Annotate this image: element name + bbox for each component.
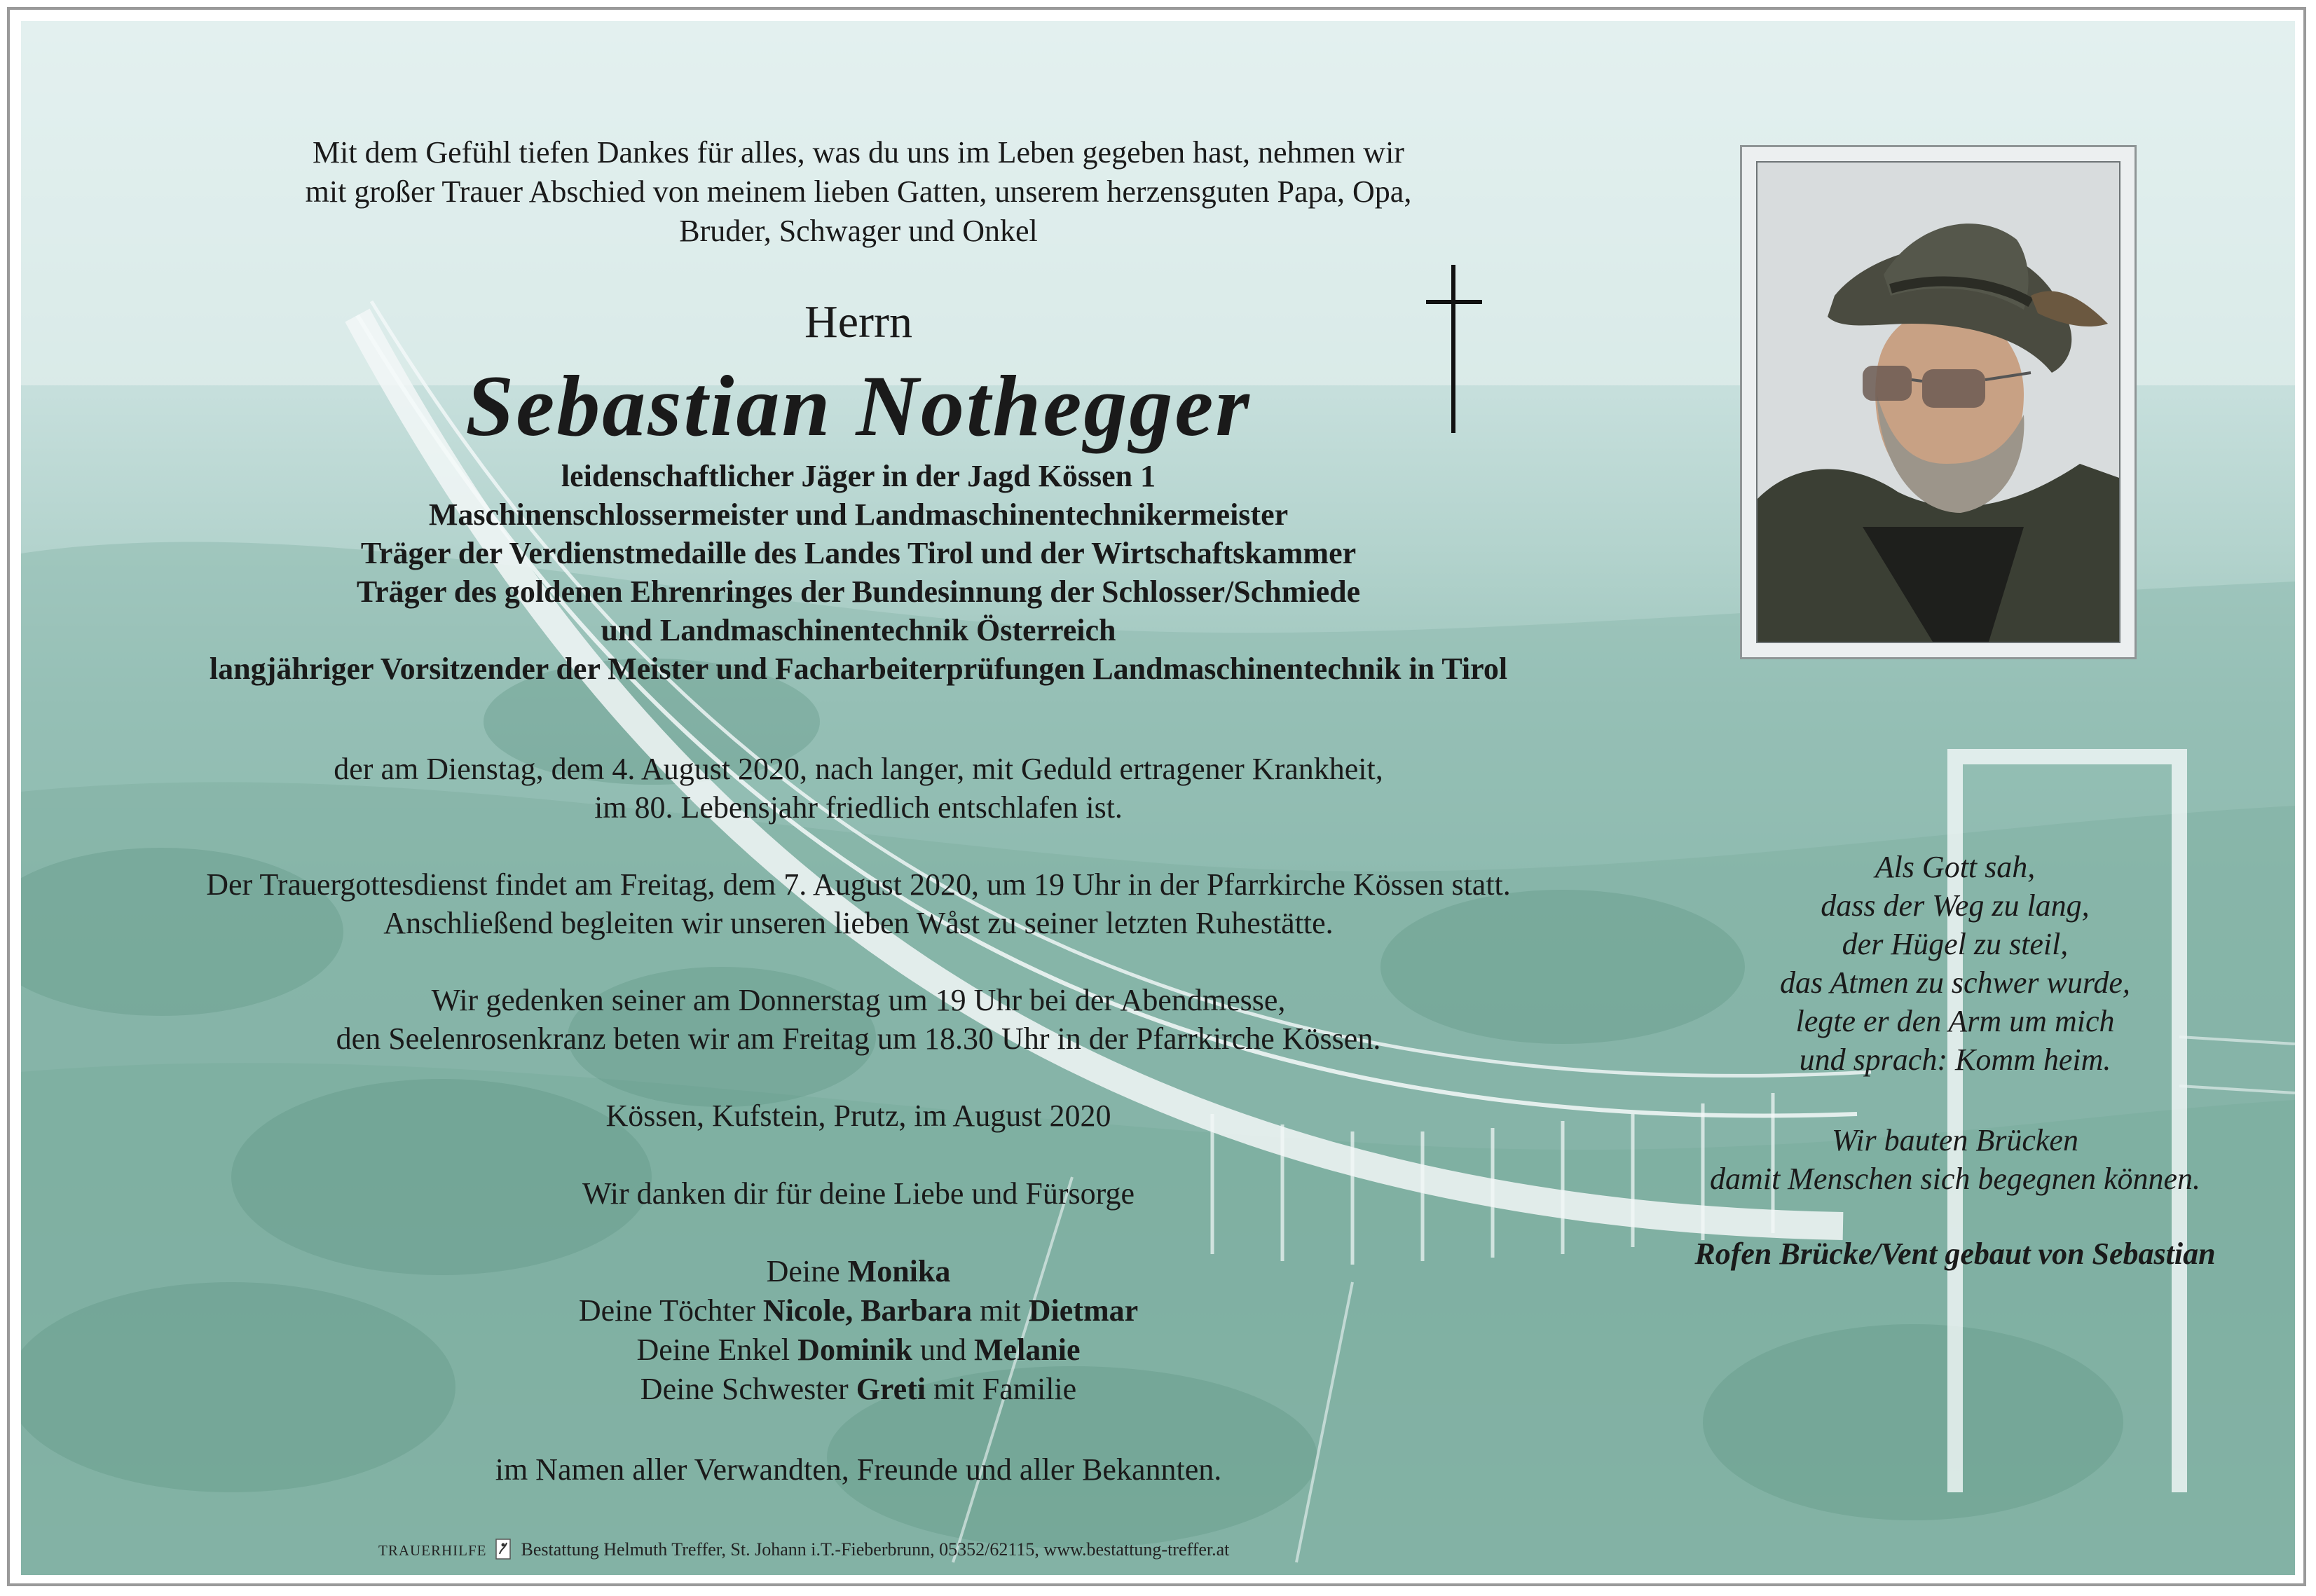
deceased-name: Sebastian Nothegger [465,358,1252,454]
poem-line: der Hügel zu steil, [1842,927,2069,961]
poem-line: das Atmen zu schwer wurde, [1780,965,2130,1000]
death-notice [70,750,1647,827]
poem-line: und sprach: Komm heim. [1799,1043,2111,1077]
remembrance-mass [70,981,1647,1058]
cross-icon [1426,265,1482,433]
death-line-1: der am Dienstag, dem 4. August 2020, nach langer, mit Geduld ertragener Krankheit, [334,752,1383,786]
family-line-sister [70,1370,1647,1409]
family-line-daughters [70,1291,1647,1330]
title-line: und Landmaschinentechnik Österreich [601,613,1116,647]
thanks-line: Wir danken dir für deine Liebe und Fürsorge [582,1176,1135,1211]
bridge-quote-line: damit Menschen sich begegnen können. [1709,1162,2201,1196]
family-text: Deine Töchter [578,1293,763,1328]
title-line: Maschinenschlossermeister und Landmaschinentechnikermeister [428,497,1289,532]
footer-brand: TRAUERHILFE [378,1542,487,1559]
family-name: Dominik [797,1333,912,1367]
footer-text: Bestattung Helmuth Treffer, St. Johann i.T.-Fieberbrunn, 05352/62115, www.bestattung-treffer.at [521,1539,1230,1560]
family-name: Monika [847,1254,951,1288]
funeral-service [70,865,1647,942]
salutation: Herrn [804,296,912,348]
closing-line: im Namen aller Verwandten, Freunde und aller Bekannten. [495,1452,1222,1487]
family-text: mit Familie [926,1372,1077,1406]
title-line: Träger des goldenen Ehrenringes der Bundesinnung der Schlosser/Schmiede [356,575,1361,609]
intro-line-3: Bruder, Schwager und Onkel [679,214,1038,248]
family-name: Melanie [974,1333,1081,1367]
family-name: Dietmar [1028,1293,1139,1328]
service-line-1: Der Trauergottesdienst findet am Freitag, dem 7. August 2020, um 19 Uhr in der Pfarrkirche Kössen statt. [206,867,1511,902]
intro-line-1: Mit dem Gefühl tiefen Dankes für alles, was du uns im Leben gegeben hast, nehmen wir [313,135,1404,170]
place-date: Kössen, Kufstein, Prutz, im August 2020 [605,1099,1111,1133]
poem [1633,848,2277,1079]
intro-line-2: mit großer Trauer Abschied von meinem lieben Gatten, unserem herzensguten Papa, Opa, [305,174,1412,209]
title-line: Träger der Verdienstmedaille des Landes Tirol und der Wirtschaftskammer [360,536,1357,570]
titles-list [70,457,1647,688]
remembrance-line-2: den Seelenrosenkranz beten wir am Freitag um 18.30 Uhr in der Pfarrkirche Kössen. [336,1021,1381,1056]
poem-line: Als Gott sah, [1875,850,2036,884]
bridge-note: Rofen Brücke/Vent gebaut von Sebastian [1694,1237,2216,1271]
portrait-image [1757,163,2119,642]
portrait-photo [1756,161,2120,643]
death-line-2: im 80. Lebensjahr friedlich entschlafen ist. [594,790,1123,825]
family-text: und [912,1333,974,1367]
family-name: Greti [856,1372,926,1406]
bridge-quote-line: Wir bauten Brücken [1832,1123,2078,1157]
intro-text [98,133,1619,251]
title-line: leidenschaftlicher Jäger in der Jagd Kössen 1 [561,459,1156,493]
service-line-2: Anschließend begleiten wir unseren lieben Wåst zu seiner letzten Ruhestätte. [383,906,1334,940]
remembrance-line-1: Wir gedenken seiner am Donnerstag um 19 Uhr bei der Abendmesse, [431,983,1286,1017]
family-name: Nicole, Barbara [762,1293,973,1328]
bridge-quote [1633,1121,2277,1198]
family-list [70,1252,1647,1409]
family-text: Deine Schwester [640,1372,856,1406]
family-line-spouse [70,1252,1647,1291]
footer-funeral-home [378,1538,1430,1562]
family-text: mit [972,1293,1029,1328]
poem-line: legte er den Arm um mich [1795,1004,2115,1038]
family-text: Deine [766,1254,848,1288]
poem-line: dass der Weg zu lang, [1821,888,2090,923]
trauerhilfe-logo-icon [495,1539,511,1560]
family-line-grandchildren [70,1330,1647,1370]
portrait-frame [1740,145,2137,659]
family-text: Deine Enkel [636,1333,798,1367]
title-line: langjähriger Vorsitzender der Meister und Facharbeiterprüfungen Landmaschinentechnik in Tirol [209,652,1508,686]
